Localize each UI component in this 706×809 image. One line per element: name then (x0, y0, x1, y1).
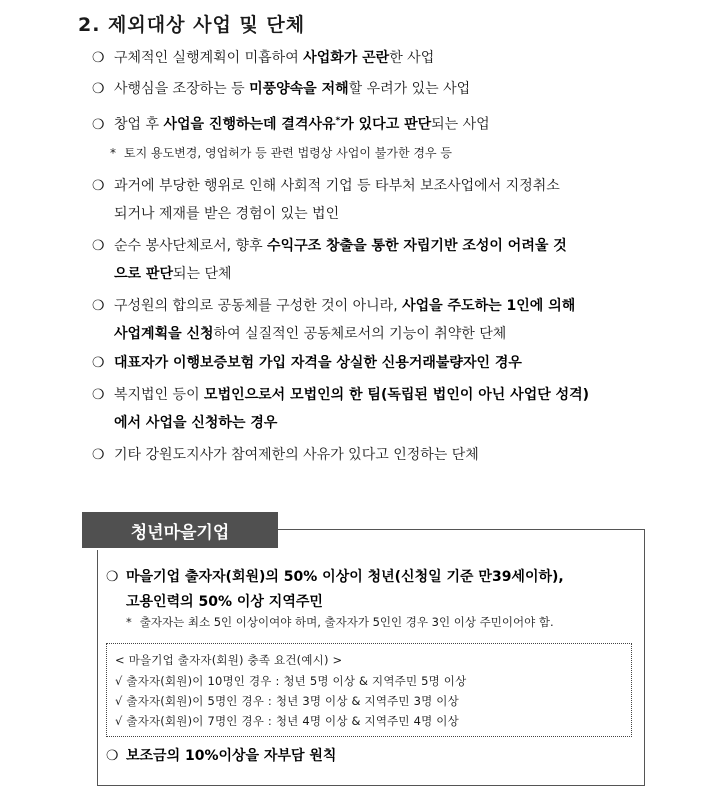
item-continuation (92, 199, 632, 229)
bullet-icon: ❍ (92, 178, 105, 194)
list-item (92, 231, 632, 289)
bullet-icon: ❍ (92, 116, 105, 133)
item-text: 사업을 진행하는데 결격사유 (163, 116, 336, 133)
youth-criteria-line1: 마을기업 출자자(회원)의 50% 이상이 청년(신청일 기준 만39세이하), (126, 569, 564, 585)
item-text: 할 우려가 있는 사업 (348, 81, 471, 97)
item-text: 되거나 제재를 받은 경험이 있는 법인 (114, 206, 340, 222)
item-text: 가 있다고 판단 (340, 116, 432, 133)
note-asterisk: * (110, 146, 116, 160)
list-item (92, 106, 632, 140)
item-text: 복지법인 등이 (114, 387, 205, 403)
self-funding-text: 보조금의 10%이상을 자부담 원칙 (126, 748, 337, 764)
bullet-icon: ❍ (92, 298, 105, 314)
item-continuation (92, 319, 632, 349)
tab-divider (82, 548, 277, 550)
item-text: 사업을 주도하는 1인에 의해 (402, 298, 576, 314)
item-text: 모법인으로서 모법인의 한 팀(독립된 법인이 아닌 사업단 성격) (204, 387, 590, 403)
item-text: * (335, 116, 341, 126)
item-text: 과거에 부당한 행위로 인해 사회적 기업 등 타부처 보조사업에서 지정취소 (114, 178, 560, 194)
item-text: 한 사업 (389, 50, 435, 66)
self-funding-item (106, 744, 636, 769)
item-text: 구성원의 합의로 공동체를 구성한 것이 아니라, (114, 298, 403, 314)
section-heading: 2. 제외대상 사업 및 단체 (78, 14, 306, 36)
item-text: 미풍양속을 저해 (249, 81, 349, 97)
item-text: 순수 봉사단체로서, 향후 (114, 238, 268, 254)
item-text: 창업 후 (114, 116, 164, 133)
investor-note (126, 614, 554, 630)
list-item (92, 291, 632, 349)
bullet-icon: ❍ (92, 238, 105, 254)
investor-note-text: 출자자는 최소 5인 이상이여야 하며, 출자자가 5인인 경우 3인 이상 주민이어야 함. (139, 615, 554, 629)
bullet-icon: ❍ (92, 50, 105, 66)
list-item (92, 440, 632, 470)
list-item (92, 380, 632, 438)
requirement-line: √ 출자자(회원)이 10명인 경우 : 청년 5명 이상 & 지역주민 5명 이상 (115, 674, 467, 688)
youth-village-tab: 청년마을기업 (82, 512, 278, 548)
bullet-icon: ❍ (106, 748, 119, 764)
list-item (92, 348, 632, 378)
list-item (92, 43, 632, 73)
item-text: 대표자가 이행보증보험 가입 자격을 상실한 신용거래불량자인 경우 (114, 355, 522, 371)
item-text: 되는 단체 (172, 266, 232, 282)
item-text: 으로 판단 (114, 266, 173, 282)
item-continuation (92, 259, 632, 289)
youth-criteria-item (106, 565, 636, 615)
item-text: 수익구조 창출을 통한 자립기반 조성이 어려울 것 (267, 238, 567, 254)
item-text: 하여 실질적인 공동체로서의 기능이 취약한 단체 (213, 326, 507, 342)
item-text: 기타 강원도지사가 참여제한의 사유가 있다고 인정하는 단체 (114, 447, 479, 463)
requirements-title: < 마을기업 출자자(회원) 충족 요건(예시) > (115, 653, 343, 667)
item-text: 사업화가 곤란 (303, 50, 390, 66)
item-text: 사업계획을 신청 (114, 326, 214, 342)
note-land-use (110, 143, 452, 163)
requirement-line: √ 출자자(회원)이 7명인 경우 : 청년 4명 이상 & 지역주민 4명 이상 (115, 714, 459, 728)
bullet-icon: ❍ (92, 447, 105, 463)
bullet-icon: ❍ (92, 355, 105, 371)
item-text: 구체적인 실행계획이 미흡하여 (114, 50, 304, 66)
list-item (92, 171, 632, 229)
bullet-icon: ❍ (92, 387, 105, 403)
item-text: 에서 사업을 신청하는 경우 (114, 415, 278, 431)
item-text: 사행심을 조장하는 등 (114, 81, 250, 97)
note-asterisk: * (126, 615, 132, 629)
requirements-box (106, 643, 632, 737)
bullet-icon: ❍ (106, 569, 119, 585)
item-continuation (92, 408, 632, 438)
bullet-icon: ❍ (92, 81, 105, 97)
list-item (92, 74, 632, 104)
requirement-line: √ 출자자(회원)이 5명인 경우 : 청년 3명 이상 & 지역주민 3명 이상 (115, 694, 459, 708)
youth-criteria-line2: 고용인력의 50% 이상 지역주민 (126, 594, 323, 610)
note-text: 토지 용도변경, 영업허가 등 관련 법령상 사업이 불가한 경우 등 (124, 146, 452, 160)
item-text: 되는 사업 (431, 116, 490, 133)
